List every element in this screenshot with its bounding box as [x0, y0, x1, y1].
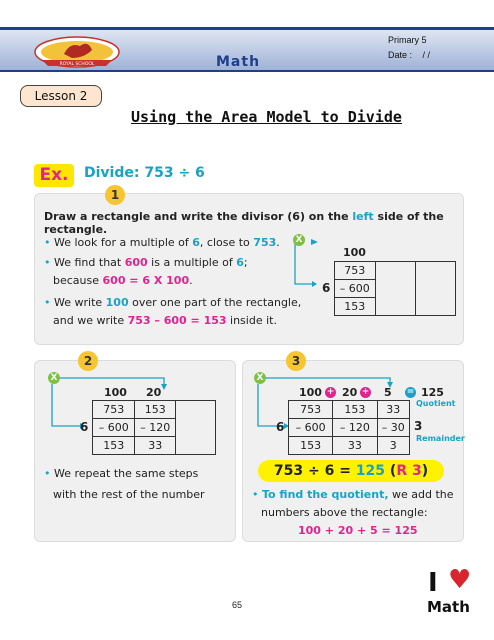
plus-icon: +	[326, 387, 335, 397]
cell-value: – 600	[335, 280, 376, 298]
quotient-value: 125	[421, 386, 444, 399]
example-badge: Ex.	[34, 164, 74, 187]
x-marker-icon: X	[48, 372, 60, 384]
step-3-note-2: numbers above the rectangle:	[261, 506, 428, 519]
step-1-bullet-1	[44, 236, 280, 249]
step-1-instruction	[44, 210, 494, 236]
cell-value: 153	[333, 401, 377, 419]
step-2-note-1	[44, 467, 198, 480]
lesson-badge: Lesson 2	[20, 85, 102, 107]
school-logo-text: ROYAL SCHOOL	[59, 62, 95, 67]
area-divisor: 6	[322, 281, 331, 295]
page-title: Using the Area Model to Divide	[131, 108, 402, 126]
equals-icon: =	[406, 387, 415, 397]
remainder-label: Remainder	[416, 434, 465, 443]
example-title-label: Divide:	[84, 165, 140, 181]
cell-value: 753	[93, 401, 135, 419]
instr-part-a: Draw a rectangle and write the divisor (6) on the	[44, 210, 353, 223]
area-top-number-2: 20	[342, 386, 358, 399]
step-1-badge: 1	[105, 185, 125, 205]
bullet-dot: •	[44, 236, 54, 249]
cell-value: – 120	[135, 419, 176, 437]
step-1-bullet-3-cont	[53, 314, 277, 327]
cell-value: – 600	[289, 419, 333, 437]
text: over one part of the rectangle,	[128, 296, 302, 309]
step-3-badge: 3	[286, 351, 306, 371]
header-bottom-line	[0, 70, 494, 72]
empty-cell	[375, 262, 415, 316]
area-divisor: 6	[80, 420, 89, 434]
text: ;	[243, 256, 248, 269]
instr-left: left	[352, 210, 374, 223]
text: , close to	[199, 236, 254, 249]
result-text: (	[385, 463, 397, 479]
text: inside it.	[226, 314, 277, 327]
highlight: 753	[253, 236, 277, 249]
page-number: 65	[232, 600, 243, 610]
cell-value: – 120	[333, 419, 377, 437]
x-marker-icon: X	[293, 234, 305, 246]
cell-value: 153	[135, 401, 176, 419]
cell-value: 33	[135, 437, 176, 455]
empty-cell	[415, 262, 455, 316]
text: We find that	[54, 256, 125, 269]
remainder-value: 3	[414, 419, 423, 433]
step-2-badge: 2	[78, 351, 98, 371]
cell-value: 3	[377, 437, 409, 455]
division-result	[258, 460, 444, 482]
cell-value: 33	[333, 437, 377, 455]
step-2-note-2: with the rest of the number	[53, 488, 205, 501]
area-top-number-1: 100	[104, 386, 127, 399]
brand-math: Math	[427, 598, 470, 616]
area-top-number-3: 5	[384, 386, 392, 399]
example-title	[84, 165, 205, 181]
highlight: 100	[105, 296, 129, 309]
highlight: To find the quotient,	[262, 488, 389, 501]
highlight: 6	[192, 236, 200, 249]
area-top-number-2: 20	[146, 386, 162, 399]
x-marker-icon: X	[254, 372, 266, 384]
step-1-bullet-2-cont	[53, 274, 193, 287]
result-text: )	[421, 463, 429, 479]
bullet-dot: •	[44, 296, 54, 309]
result-quotient: 125	[355, 463, 386, 479]
plus-icon: +	[361, 387, 370, 397]
text: We write	[54, 296, 106, 309]
bullet-dot: •	[252, 488, 262, 501]
step-3-note-1	[252, 488, 454, 501]
text: .	[276, 236, 280, 249]
example-expression: 753 ÷ 6	[144, 165, 205, 181]
text: is a multiple of	[147, 256, 237, 269]
highlight: 6	[236, 256, 244, 269]
area-model-1	[334, 261, 456, 316]
cell-value: 153	[93, 437, 135, 455]
empty-cell	[175, 401, 215, 455]
area-divisor: 6	[276, 420, 285, 434]
highlight: 600	[124, 256, 148, 269]
instr-part-b: side of the rectangle.	[44, 210, 444, 236]
cell-value: 753	[335, 262, 376, 280]
text: because	[53, 274, 103, 287]
bullet-dot: •	[44, 256, 54, 269]
bullet-dot: •	[44, 467, 54, 480]
brand-i: I	[428, 568, 438, 598]
cell-value: 33	[377, 401, 409, 419]
grade-label: Primary 5	[388, 35, 427, 45]
cell-value: 153	[289, 437, 333, 455]
cell-value: – 30	[377, 419, 409, 437]
text: we add the	[388, 488, 454, 501]
highlight: 753 – 600 = 153	[127, 314, 227, 327]
area-model-3	[288, 400, 410, 455]
cell-value: – 600	[93, 419, 135, 437]
school-logo	[22, 34, 132, 70]
cell-value: 753	[289, 401, 333, 419]
area-top-number: 100	[343, 246, 366, 259]
date-caption: Date :	[388, 50, 413, 60]
date-label	[388, 50, 430, 60]
math-subject-logo: Math	[216, 54, 261, 70]
text: and we write	[53, 314, 128, 327]
text: .	[189, 274, 193, 287]
area-top-number-1: 100	[299, 386, 322, 399]
highlight: 600 = 6 X 100	[102, 274, 190, 287]
date-separators: / /	[422, 50, 431, 60]
heart-icon: ♥	[448, 565, 472, 595]
result-remainder: R 3	[396, 463, 422, 479]
step-1-bullet-2	[44, 256, 248, 269]
quotient-label: Quotient	[416, 399, 456, 408]
step-1-bullet-3	[44, 296, 301, 309]
sum-equation: 100 + 20 + 5 = 125	[298, 524, 418, 537]
cell-value: 153	[335, 298, 376, 316]
result-text: 753 ÷ 6 =	[273, 463, 356, 479]
text: We repeat the same steps	[54, 467, 199, 480]
area-model-2	[92, 400, 216, 455]
text: We look for a multiple of	[54, 236, 193, 249]
